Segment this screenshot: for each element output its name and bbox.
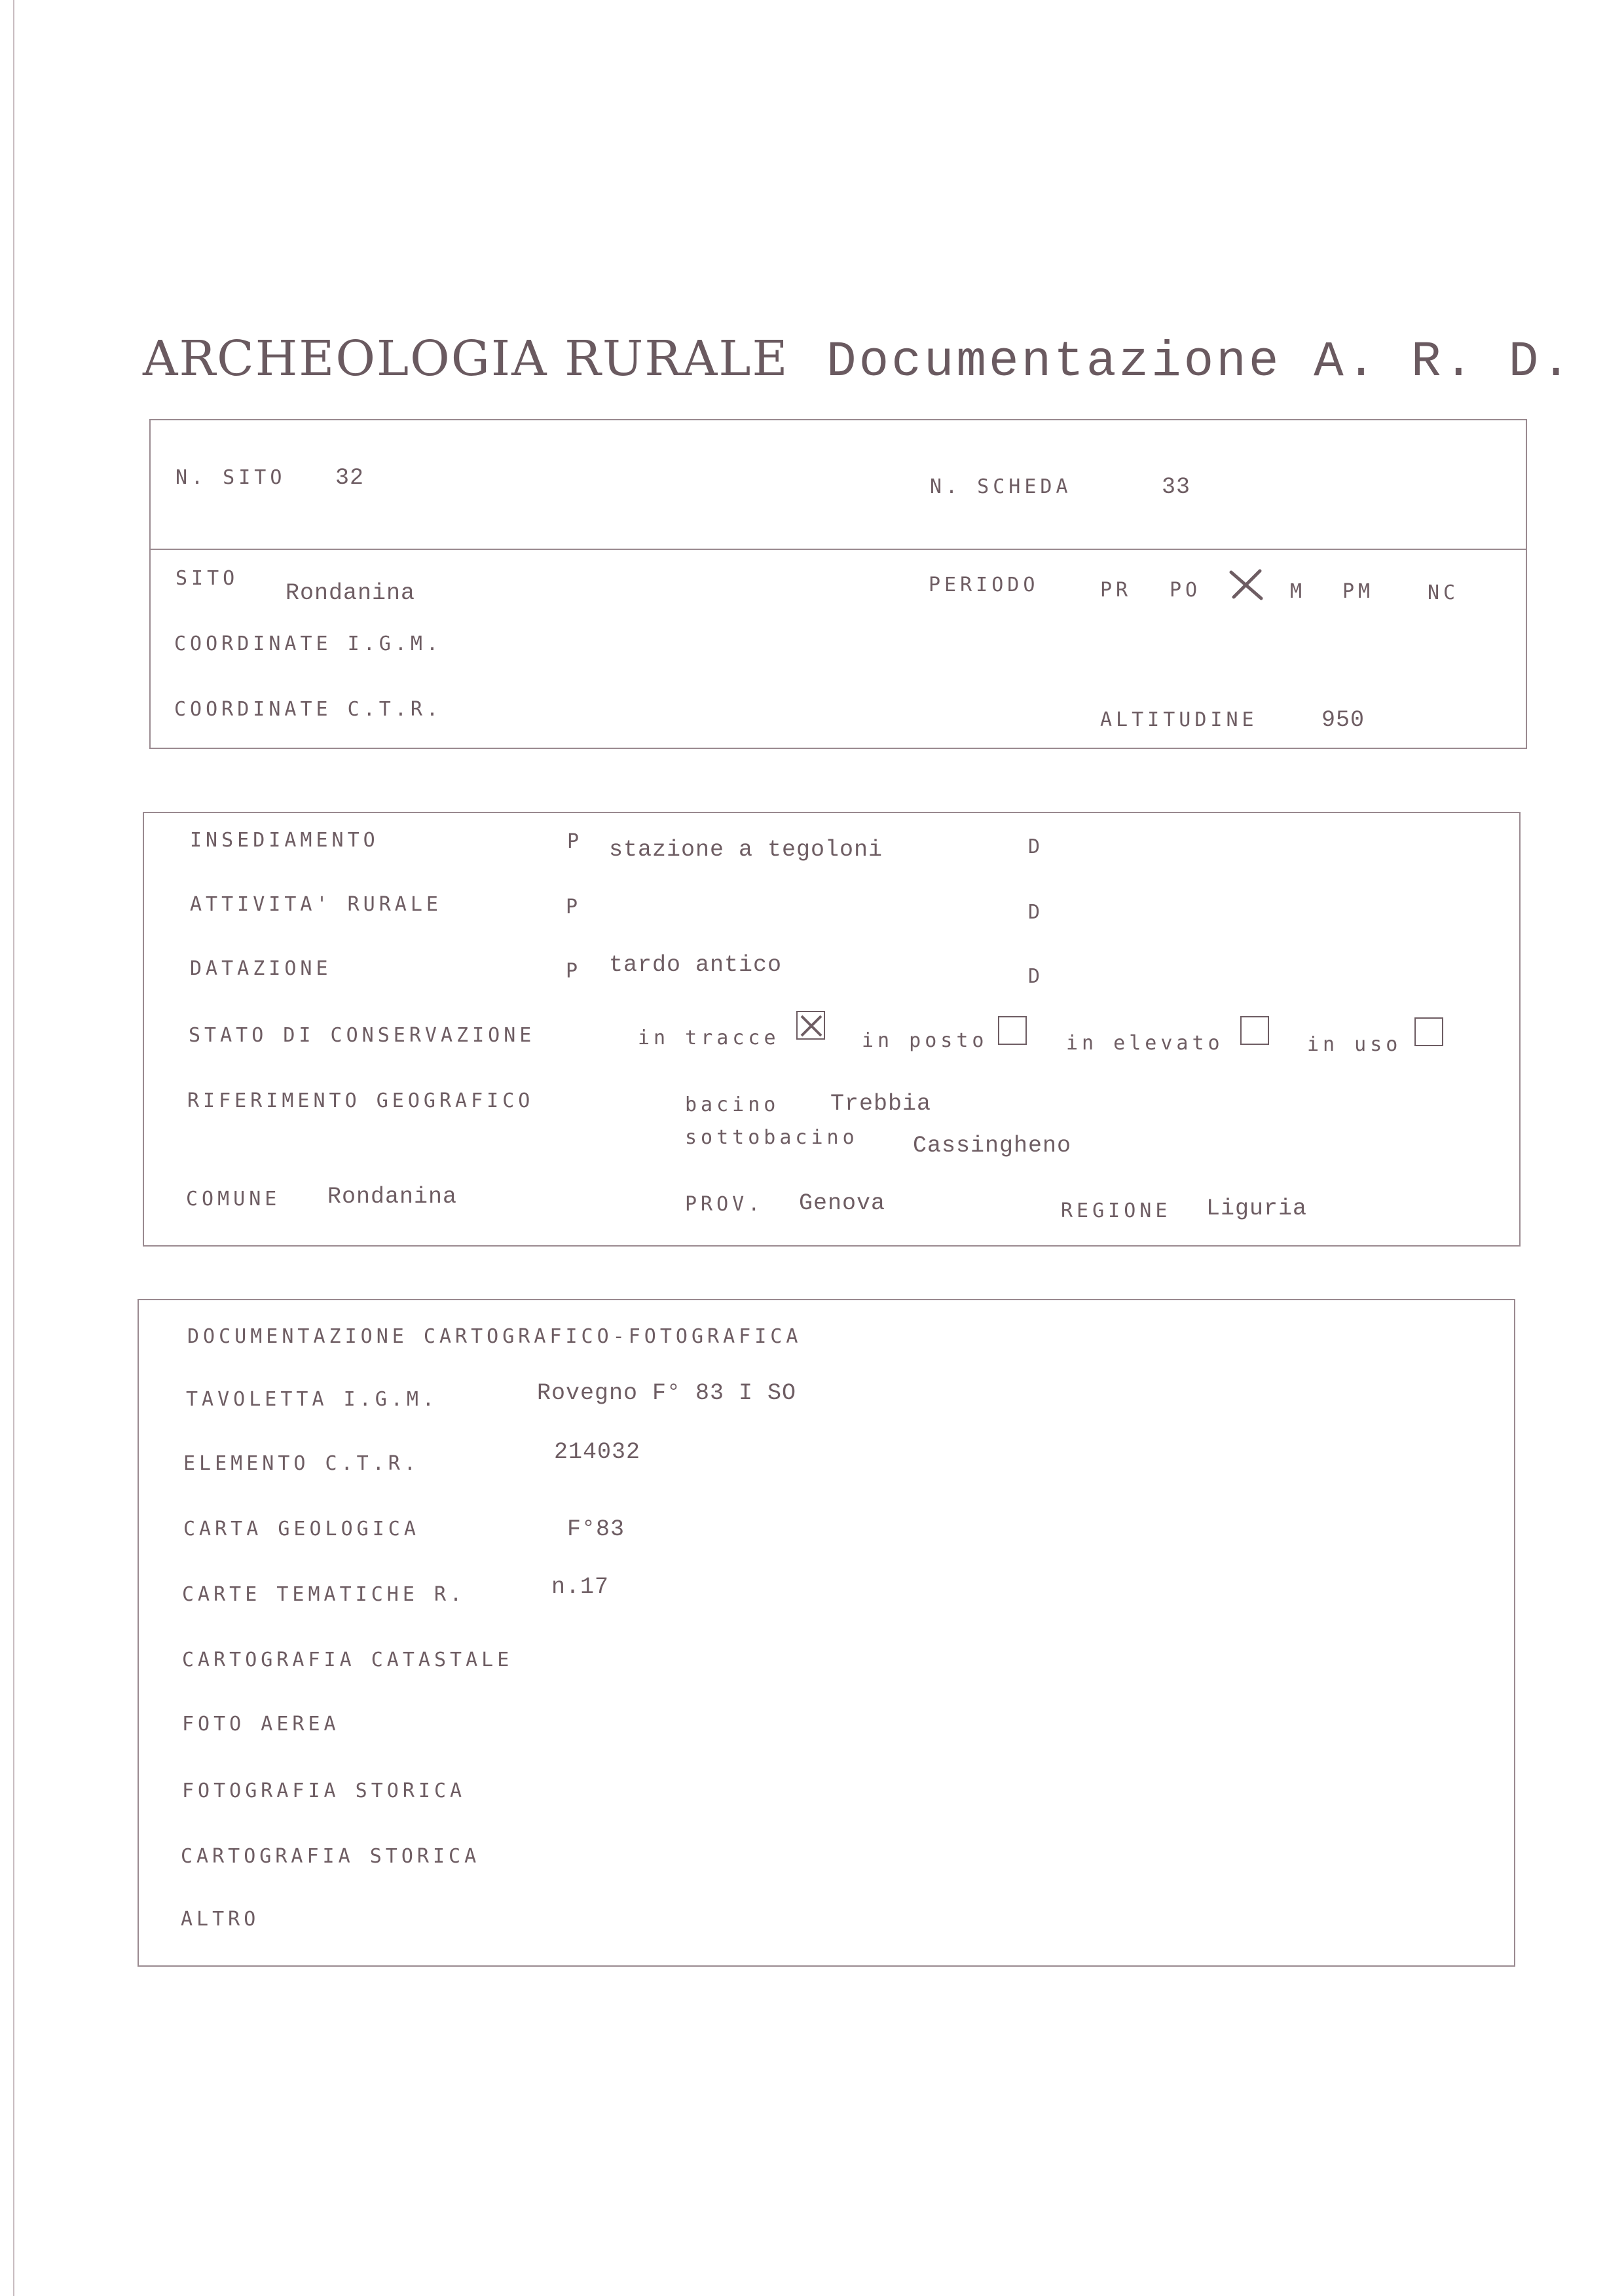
n-sito-label: N. SITO xyxy=(175,466,286,489)
periodo-option-m: M xyxy=(1290,580,1306,603)
carta-geologica-label: CARTA GEOLOGICA xyxy=(183,1518,420,1540)
stato-option-in-elevato-label: in elevato xyxy=(1066,1032,1224,1055)
form-subtitle: Documentazione A. R. D. xyxy=(826,334,1574,390)
periodo-option-nc: NC xyxy=(1428,581,1460,604)
periodo-cross-mark-icon xyxy=(1226,567,1266,604)
section-divider xyxy=(149,549,1526,550)
datazione-value: tardo antico xyxy=(609,952,783,978)
bacino-label: bacino xyxy=(685,1093,780,1116)
regione-value: Liguria xyxy=(1206,1195,1308,1222)
attivita-rurale-label: ATTIVITA' RURALE xyxy=(190,893,442,916)
n-sito-value: 32 xyxy=(335,465,365,491)
form-title: ARCHEOLOGIA RURALE xyxy=(143,331,789,387)
coordinate-igm-label: COORDINATE I.G.M. xyxy=(174,632,443,655)
periodo-option-po: PO xyxy=(1170,579,1202,602)
coordinate-ctr-label: COORDINATE C.T.R. xyxy=(174,698,443,721)
sito-value: Rondanina xyxy=(286,580,416,606)
datazione-label: DATAZIONE xyxy=(190,957,332,980)
insediamento-d-marker: D xyxy=(1028,835,1044,858)
attivita-p-marker: P xyxy=(566,896,582,919)
altitudine-value: 950 xyxy=(1321,707,1365,733)
prov-value: Genova xyxy=(799,1190,886,1216)
n-scheda-label: N. SCHEDA xyxy=(930,475,1072,498)
periodo-option-pm: PM xyxy=(1342,580,1375,603)
comune-label: COMUNE xyxy=(186,1188,281,1211)
binder-edge-line xyxy=(13,0,14,2296)
tavoletta-igm-label: TAVOLETTA I.G.M. xyxy=(186,1388,438,1411)
documentazione-heading: DOCUMENTAZIONE CARTOGRAFICO-FOTOGRAFICA xyxy=(187,1325,802,1348)
sito-label: SITO xyxy=(175,567,239,590)
elemento-ctr-value: 214032 xyxy=(554,1439,641,1465)
periodo-option-pr: PR xyxy=(1100,579,1132,602)
stato-conservazione-label: STATO DI CONSERVAZIONE xyxy=(189,1024,536,1047)
stato-in-posto-checkbox[interactable] xyxy=(998,1016,1027,1045)
stato-option-in-tracce-label: in tracce xyxy=(638,1027,780,1049)
stato-option-in-posto-label: in posto xyxy=(862,1029,988,1052)
cartografia-storica-label: CARTOGRAFIA STORICA xyxy=(181,1845,481,1868)
tavoletta-igm-value: Rovegno F° 83 I SO xyxy=(537,1380,797,1406)
datazione-p-marker: P xyxy=(566,960,582,983)
sottobacino-value: Cassingheno xyxy=(913,1133,1072,1159)
foto-aerea-label: FOTO AEREA xyxy=(182,1713,340,1736)
insediamento-value: stazione a tegoloni xyxy=(609,837,883,863)
stato-in-tracce-checkbox[interactable] xyxy=(796,1011,825,1040)
carte-tematiche-value: n.17 xyxy=(551,1574,610,1600)
fotografia-storica-label: FOTOGRAFIA STORICA xyxy=(182,1779,466,1802)
carta-geologica-value: F°83 xyxy=(567,1516,625,1542)
riferimento-geografico-label: RIFERIMENTO GEOGRAFICO xyxy=(187,1089,534,1112)
insediamento-label: INSEDIAMENTO xyxy=(190,829,379,852)
comune-value: Rondanina xyxy=(327,1184,458,1210)
elemento-ctr-label: ELEMENTO C.T.R. xyxy=(183,1452,420,1475)
periodo-label: PERIODO xyxy=(929,574,1039,596)
stato-option-in-uso-label: in uso xyxy=(1307,1033,1402,1056)
cartografia-catastale-label: CARTOGRAFIA CATASTALE xyxy=(182,1649,513,1671)
sottobacino-label: sottobacino xyxy=(685,1126,858,1149)
bacino-value: Trebbia xyxy=(830,1091,932,1117)
altro-label: ALTRO xyxy=(181,1908,260,1931)
regione-label: REGIONE xyxy=(1061,1199,1172,1222)
stato-in-uso-checkbox[interactable] xyxy=(1414,1017,1443,1046)
checkmark-x-icon xyxy=(799,1013,824,1038)
stato-in-elevato-checkbox[interactable] xyxy=(1240,1016,1269,1045)
prov-label: PROV. xyxy=(685,1193,764,1216)
carte-tematiche-label: CARTE TEMATICHE R. xyxy=(182,1583,466,1606)
n-scheda-value: 33 xyxy=(1162,474,1191,500)
datazione-d-marker: D xyxy=(1028,965,1044,988)
insediamento-p-marker: P xyxy=(567,830,583,853)
altitudine-label: ALTITUDINE xyxy=(1100,708,1258,731)
attivita-d-marker: D xyxy=(1028,901,1044,924)
